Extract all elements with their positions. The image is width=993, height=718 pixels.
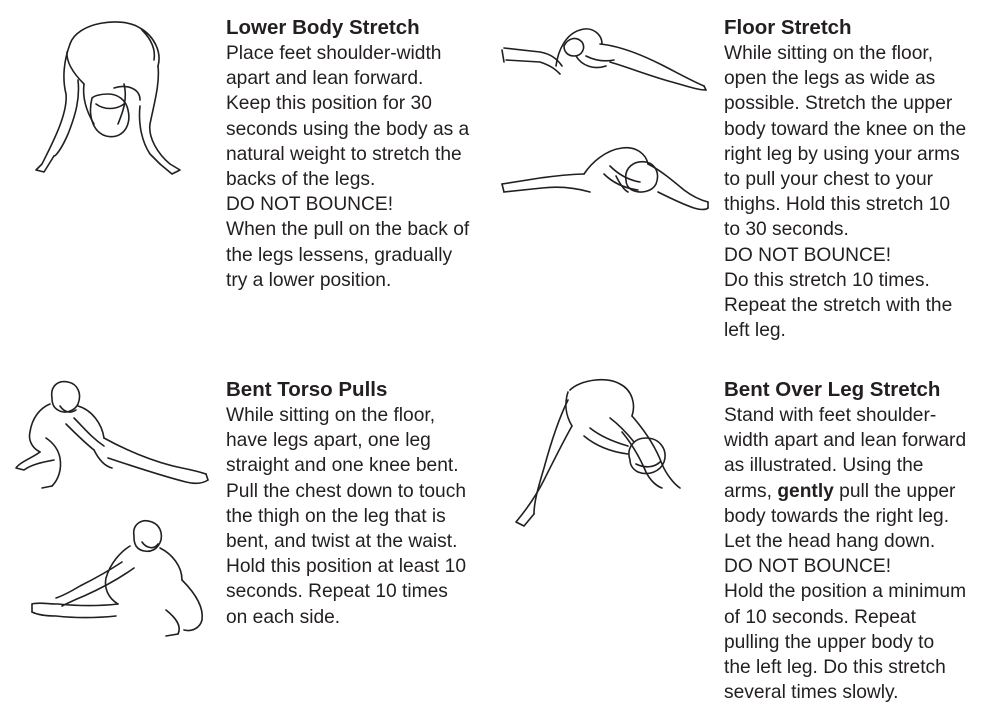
- text-line-suffix: pull the upper: [833, 480, 956, 502]
- text-line: bent, and twist at the waist.: [226, 531, 458, 553]
- text-line: on each side.: [226, 606, 341, 628]
- text-line: of 10 seconds. Repeat: [724, 606, 917, 628]
- text-line: Hold this position at least 10: [226, 556, 466, 578]
- text-line: the thigh on the leg that is: [226, 505, 446, 527]
- text-line: seconds using the body as a: [226, 118, 470, 140]
- bent-over-leg-stretch-title: Bent Over Leg Stretch: [724, 378, 941, 401]
- bent-torso-pulls-illustration-top: [12, 378, 212, 493]
- floor-stretch-text: [724, 15, 966, 343]
- bent-torso-pulls-text: [226, 377, 466, 630]
- text-line: Place feet shoulder-width: [226, 43, 442, 64]
- text-line: several times slowly.: [724, 682, 899, 704]
- lower-body-stretch-illustration: [22, 14, 187, 184]
- text-line: DO NOT BOUNCE!: [226, 194, 394, 216]
- text-line: DO NOT BOUNCE!: [724, 556, 892, 578]
- text-line-prefix: arms,: [724, 480, 778, 502]
- bent-over-leg-stretch-illustration: [510, 376, 690, 528]
- text-line: backs of the legs.: [226, 169, 376, 191]
- lower-body-stretch-text: [226, 15, 469, 293]
- text-line: Let the head hang down.: [724, 531, 936, 553]
- text-line: to 30 seconds.: [724, 219, 849, 241]
- floor-stretch-title: Floor Stretch: [724, 16, 852, 39]
- text-line: left leg.: [724, 320, 786, 342]
- text-line: pulling the upper body to: [724, 631, 935, 653]
- text-line: Hold the position a minimum: [724, 581, 967, 603]
- text-line: DO NOT BOUNCE!: [724, 244, 892, 266]
- text-line: have legs apart, one leg: [226, 430, 431, 452]
- text-line: While sitting on the floor,: [226, 405, 436, 426]
- bent-torso-pulls-illustration-bottom: [26, 520, 216, 640]
- text-line: When the pull on the back of: [226, 219, 470, 241]
- text-line: the left leg. Do this stretch: [724, 657, 946, 679]
- text-line: open the legs as wide as: [724, 68, 936, 90]
- text-line: natural weight to stretch the: [226, 143, 462, 165]
- text-line: Stand with feet shoulder-: [724, 405, 937, 426]
- text-line-with-bold: [724, 479, 966, 504]
- text-line: width apart and lean forward: [724, 430, 967, 452]
- text-line: body toward the knee on the: [724, 118, 967, 140]
- text-line: right leg by using your arms: [724, 143, 960, 165]
- text-line: straight and one knee bent.: [226, 455, 459, 477]
- text-line: apart and lean forward.: [226, 68, 424, 90]
- text-line: the legs lessens, gradually: [226, 244, 453, 266]
- floor-stretch-illustration-bottom: [500, 140, 710, 220]
- text-line: Do this stretch 10 times.: [724, 269, 930, 291]
- floor-stretch-illustration-top: [500, 20, 710, 92]
- emphasis-gently: gently: [777, 480, 834, 502]
- lower-body-stretch-title: Lower Body Stretch: [226, 16, 420, 39]
- text-line: as illustrated. Using the: [724, 455, 924, 477]
- bent-torso-pulls-title: Bent Torso Pulls: [226, 378, 388, 401]
- text-line: Keep this position for 30: [226, 93, 432, 115]
- text-line: Repeat the stretch with the: [724, 295, 953, 317]
- text-line: seconds. Repeat 10 times: [226, 581, 448, 603]
- text-line: to pull your chest to your: [724, 169, 934, 191]
- text-line: thighs. Hold this stretch 10: [724, 194, 951, 216]
- text-line: possible. Stretch the upper: [724, 93, 953, 115]
- text-line: try a lower position.: [226, 269, 392, 291]
- bent-over-leg-stretch-text: [724, 377, 966, 705]
- text-line: While sitting on the floor,: [724, 43, 934, 64]
- text-line: body towards the right leg.: [724, 505, 950, 527]
- text-line: Pull the chest down to touch: [226, 480, 466, 502]
